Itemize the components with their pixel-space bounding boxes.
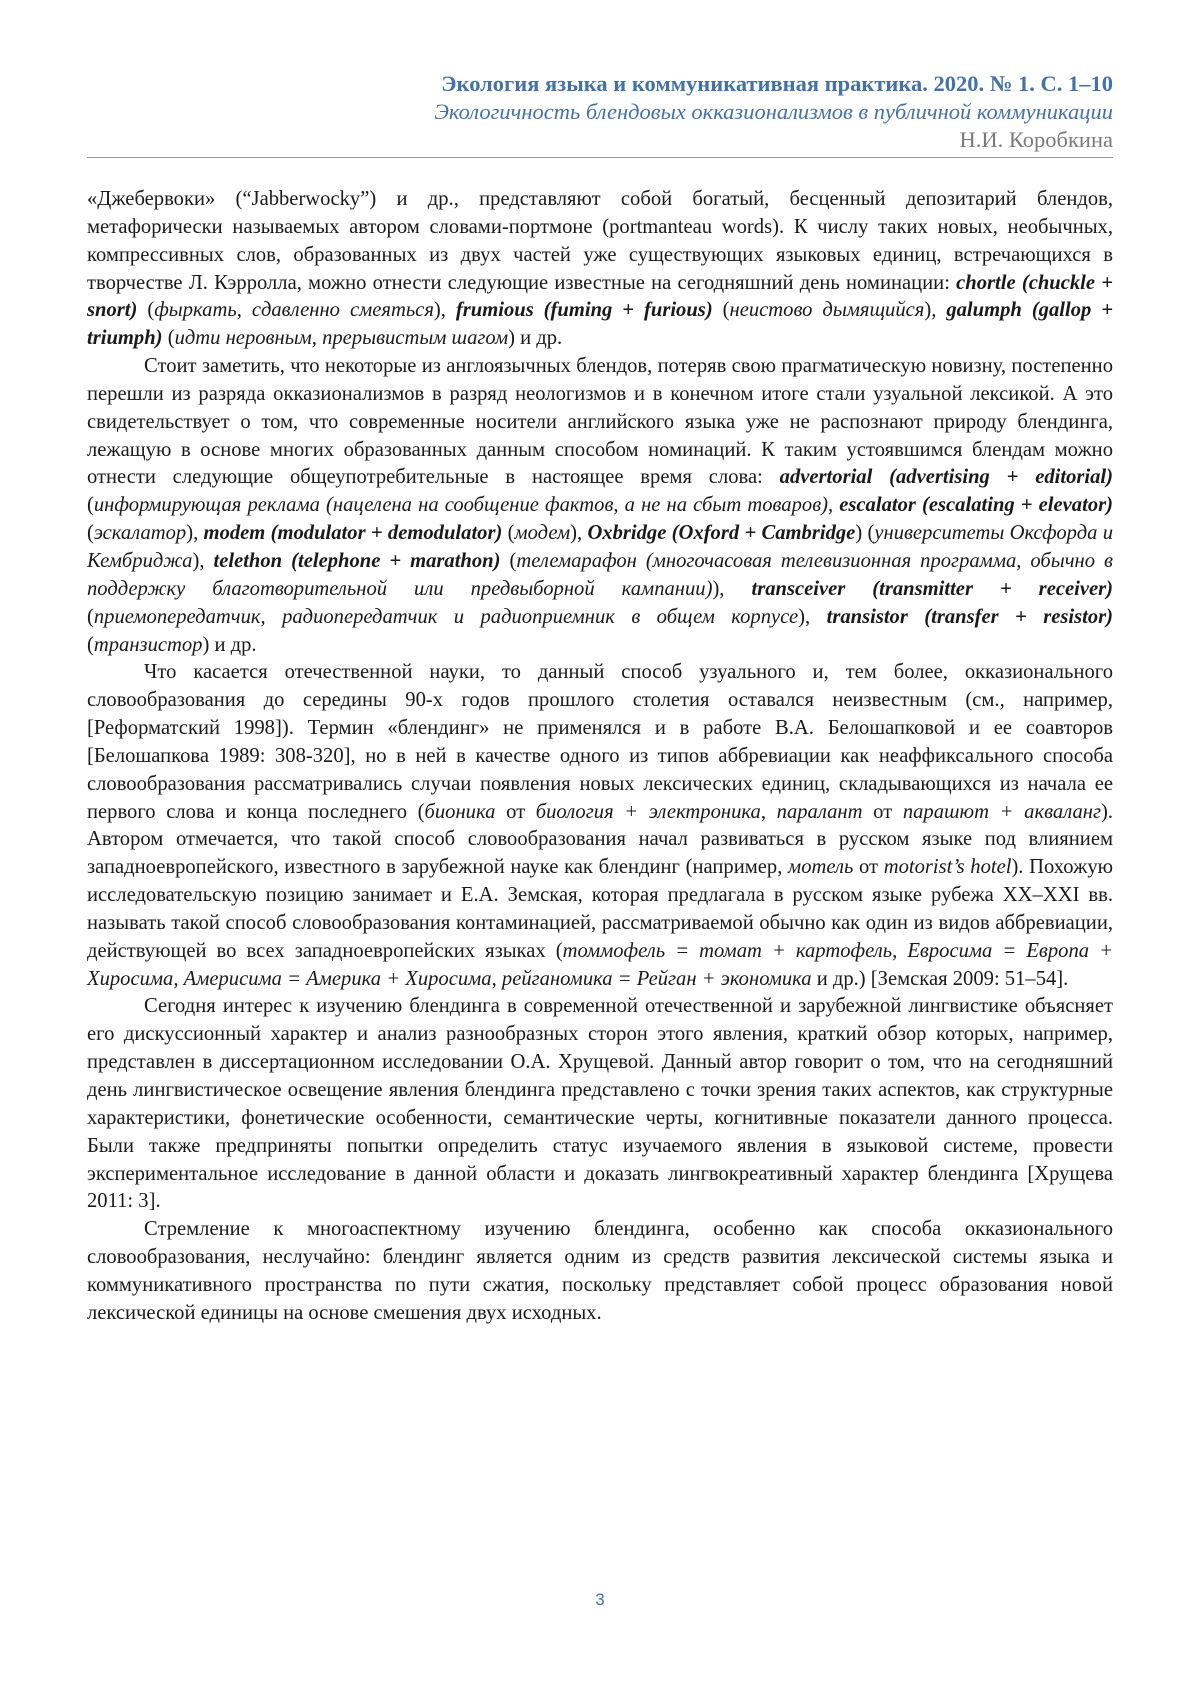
- page-number: 3: [595, 1590, 605, 1609]
- text-run: ,: [491, 967, 502, 990]
- italic-gloss: модем: [514, 522, 571, 545]
- italic-gloss: идти неровным, прерывистым шагом: [174, 327, 509, 350]
- italic-gloss: биология + электроника: [535, 800, 761, 823]
- text-run: от: [853, 856, 884, 879]
- text-run: ,: [828, 494, 840, 517]
- italic-gloss: телемарафон (многочасовая телевизионная программа, обычно в поддержку благотворительной или предвыборной кампании): [87, 549, 1113, 600]
- text-run: (: [502, 522, 515, 545]
- text-run: ) и др.: [508, 327, 563, 350]
- blend-term: advertorial (advertising + editorial): [779, 466, 1113, 489]
- author-name: Н.И. Коробкина: [959, 127, 1113, 152]
- text-run: ,: [760, 800, 777, 823]
- text-run: ). Похожую исследовательскую позицию занимает и Е.А. Земская, которая предлагала в русском языке рубежа XX–XXI вв. называть такой способ словообразования контаминацией, рассматриваемой обычно как один из видов аббревиации, действующей во всех западноевропейских языках (: [87, 856, 1113, 962]
- blend-term: chortle (chuckle + snort): [87, 271, 1113, 322]
- text-run: Стремление к многоаспектному изучению блендинга, особенно как способа окказионального словообразования, неслучайно: блендинг является одним из средств развития лексической системы языка и коммуникативного пространства по пути сжатия, поскольку представляет собой процесс образования новой лексической единицы на основе смешения двух исходных.: [87, 1218, 1113, 1324]
- blend-term: transceiver (transmitter + receiver): [751, 577, 1113, 600]
- text-run: (: [87, 494, 94, 517]
- text-run: ),: [570, 522, 588, 545]
- text-run: (: [87, 633, 94, 656]
- italic-gloss: бионика: [424, 800, 496, 823]
- text-run: ),: [798, 605, 827, 628]
- text-run: ),: [924, 299, 947, 322]
- article-title: Экологичность блендовых окказионализмов в публичной коммуникации: [434, 99, 1113, 124]
- text-run: ),: [433, 299, 456, 322]
- text-run: (: [137, 299, 155, 322]
- italic-gloss: эскалатор: [93, 522, 187, 545]
- text-run: (: [500, 549, 517, 572]
- italic-gloss: парашют + акваланг: [902, 800, 1101, 823]
- text-run: Стоит заметить, что некоторые из англоязычных блендов, потеряв свою прагматическую новизну, постепенно перешли из разряда окказионализмов в разряд неологизмов и в конечном итоге стали узуальной лексикой. А это свидетельствует о том, что современные носители английского языка уже не распознают природу блендинга, лежащую в основе многих образованных данным способом номинаций. К таким устоявшимся блендам можно отнести следующие общеупотребительные в настоящее время слова:: [87, 355, 1113, 489]
- paragraph: [87, 659, 1113, 993]
- paragraph: [87, 993, 1113, 1216]
- blend-term: modem (modulator + demodulator): [203, 522, 503, 545]
- text-run: (: [162, 327, 175, 350]
- blend-term: transistor (transfer + resistor): [826, 605, 1113, 628]
- italic-gloss: транзистор: [93, 633, 203, 656]
- text-run: ). Автором отмечается, что такой способ словообразования начал развиваться в русском языке под влиянием западноевропейского, известного в зарубежной науке как блендинг (например,: [87, 800, 1114, 879]
- journal-title: Экология языка и коммуникативная практика. 2020. № 1. С. 1–10: [441, 71, 1113, 96]
- text-run: ) (: [855, 522, 875, 545]
- blend-term: galumph (gallop + triumph): [87, 299, 1114, 350]
- italic-gloss: томмофель = томат + картофель: [562, 939, 893, 962]
- italic-gloss: рейганомика = Рейган + экономика: [501, 967, 812, 990]
- running-header: [87, 70, 1113, 154]
- paragraph: [87, 186, 1113, 353]
- blend-term: escalator (escalating + elevator): [839, 494, 1113, 517]
- text-run: ),: [712, 577, 752, 600]
- text-run: Что касается отечественной науки, то данный способ узуального и, тем более, окказионального словообразования до середины 90-х годов прошлого столетия оставался неизвестным (см., например, [Реформатский 1998]). Термин «блендинг» не применялся и в работе В.А. Белошапковой и ее соавторов [Белошапкова 1989: 308-320], но в ней в качестве одного из типов аббревиации как неаффиксального способа словообразования рассматривались случаи появления новых лексических единиц, складывающихся из начала ее первого слова и конца последнего (: [87, 661, 1113, 823]
- text-run: и др.) [Земская 2009: 51–54].: [811, 967, 1069, 990]
- italic-gloss: motorist’s hotel: [883, 856, 1012, 879]
- paragraph: [87, 353, 1113, 659]
- text-run: ),: [192, 549, 214, 572]
- italic-gloss: информирующая реклама (нацелена на сообщение фактов, а не на сбыт товаров): [93, 494, 828, 517]
- text-run: ),: [186, 522, 204, 545]
- text-run: «Джебервоки» (“Jabberwocky”) и др., представляют собой богатый, бесценный депозитарий блендов, метафорически называемых автором словами-портмоне (portmanteau words). К числу таких новых, необычных, компрессивных слов, образованных из двух частей уже существующих языковых единиц, встречающихся в творчестве Л. Кэрролла, можно отнести следующие известные на сегодняшний день номинации:: [87, 188, 1113, 294]
- text-run: ,: [892, 939, 908, 962]
- text-run: (: [87, 522, 94, 545]
- blend-term: telethon (telephone + marathon): [213, 549, 501, 572]
- italic-gloss: приемопередатчик, радиопередатчик и радиоприемник в общем корпусе: [93, 605, 799, 628]
- text-run: ) и др.: [202, 633, 257, 656]
- text-run: Сегодня интерес к изучению блендинга в современной отечественной и зарубежной лингвистике объясняет его дискуссионный характер и анализ разнообразных сторон этого явления, краткий обзор которых, например, представлен в диссертационном исследовании О.А. Хрущевой. Данный автор говорит о том, что на сегодняшний день лингвистическое освещение явления блендинга представлено с точки зрения таких аспектов, как структурные характеристики, фонетические особенности, семантические черты, когнитивные показатели данного процесса. Были также предприняты попытки определить статус изучаемого явления в языковой системе, провести экспериментальное исследование в данной области и доказать лингвокреативный характер блендинга [Хрущева 2011: 3].: [87, 995, 1113, 1213]
- text-run: от: [495, 800, 536, 823]
- italic-gloss: мотель: [788, 856, 854, 879]
- italic-gloss: университеты Оксфорда и Кембриджа: [87, 522, 1114, 572]
- blend-term: frumious (fuming + furious): [455, 299, 713, 322]
- header-divider: [87, 157, 1113, 158]
- text-run: (: [87, 605, 94, 628]
- italic-gloss: фыркать, сдавленно смеяться: [154, 299, 434, 322]
- italic-gloss: неистово дымящийся: [729, 299, 925, 322]
- blend-term: Oxbridge (Oxford + Cambridge: [587, 522, 856, 545]
- text-run: (: [712, 299, 730, 322]
- paragraph: [87, 1216, 1113, 1327]
- italic-gloss: паралант: [776, 800, 863, 823]
- body-text: [87, 186, 1113, 1328]
- italic-gloss: Евросима = Европа + Хиросима, Америсима = Америка + Хиросима: [87, 939, 1113, 990]
- text-run: от: [862, 800, 903, 823]
